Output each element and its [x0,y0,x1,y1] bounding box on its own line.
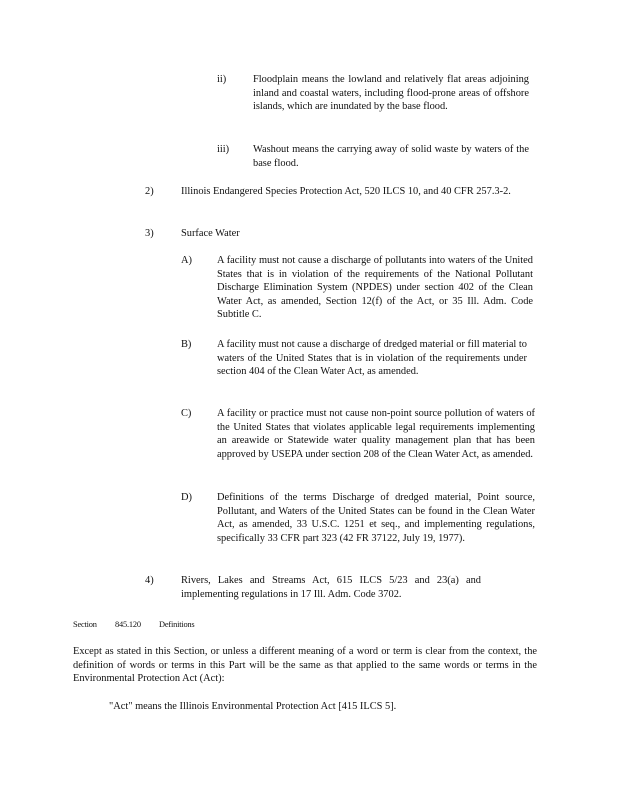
definition-act: "Act" means the Illinois Environmental Protection Act [415 ILCS 5]. [109,701,397,712]
item-text-rivers-lakes: Rivers, Lakes and Streams Act, 615 ILCS 5/23 and 23(a) and implementing regulations in 17 Ill. Adm. Code 3702. [181,575,481,600]
item-text-npdes: A facility must not cause a discharge of pollutants into waters of the United States that is in violation of the requirements of the National Pollutant Discharge Elimination System (NPDES) under section 402 of the Clean Water Act, as amended, Section 12(f) of the Act, or 35 Ill. Adm. Code Subtitle C. [217,255,533,321]
item-label-D: D) [181,492,192,503]
item-label-2: 2) [145,186,154,197]
item-text-dredged-material: A facility must not cause a discharge of dredged material or fill material to waters of the United States that is in violation of the requirements under section 404 of the Clean Water Act, as amended. [217,339,527,378]
item-text-washout: Washout means the carrying away of solid waste by waters of the base flood. [253,144,529,169]
section-word: Section [73,620,97,629]
item-text-endangered-species: Illinois Endangered Species Protection Act, 520 ILCS 10, and 40 CFR 257.3-2. [181,186,511,197]
section-title: Definitions [159,620,195,629]
section-number: 845.120 [115,620,141,629]
item-label-ii: ii) [217,74,227,85]
item-text-definitions-terms: Definitions of the terms Discharge of dredged material, Point source, Pollutant, and Waters of the United States can be found in the Clean Water Act, as amended, 33 U.S.C. 1251 et seq., and implementing regulations, specifically 33 CFR part 323 (42 FR 37122, July 19, 1977). [217,492,535,544]
intro-paragraph: Except as stated in this Section, or unless a different meaning of a word or term is clear from the context, the definition of words or terms in this Part will be the same as that applied to the same words or terms in the Environmental Protection Act (Act): [73,646,537,685]
item-text-surface-water: Surface Water [181,228,240,239]
item-label-3: 3) [145,228,154,239]
item-label-iii: iii) [217,144,230,155]
item-label-4: 4) [145,575,154,586]
item-text-non-point-source: A facility or practice must not cause non-point source pollution of waters of the United States that violates applicable legal requirements implementing an areawide or Statewide water quality management plan that has been approved by USEPA under section 208 of the Clean Water Act, as amended. [217,408,535,460]
item-label-B: B) [181,339,192,350]
section-heading [73,618,273,632]
item-label-A: A) [181,255,192,266]
item-label-C: C) [181,408,192,419]
item-text-floodplain: Floodplain means the lowland and relatively flat areas adjoining inland and coastal waters, including flood-prone areas of offshore islands, which are inundated by the base flood. [253,74,529,113]
